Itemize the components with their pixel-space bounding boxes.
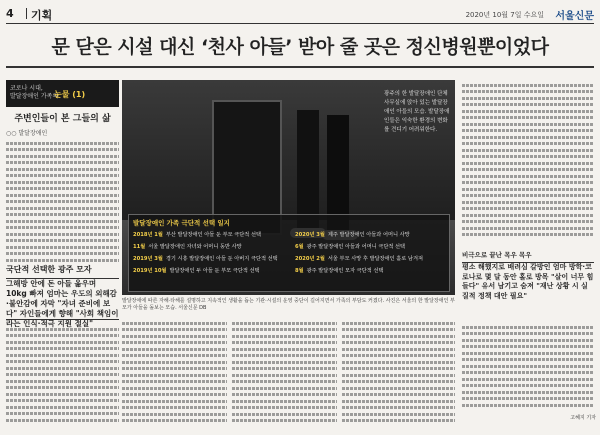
timeline-row: 2019년 3월 경기 시흥 발달장애인 아들 둔 아버지 극단적 선택 <box>133 256 278 262</box>
page-number: 4 <box>6 7 14 20</box>
sub-heading: 주변인들이 본 그들의 삶 <box>14 114 111 124</box>
photo-figure-leg <box>297 110 319 230</box>
timeline-row: 11월 서울 발달장애인 자녀와 어머니 동반 사망 <box>133 244 242 250</box>
author-line: ○○ 발달장애인 <box>6 130 48 137</box>
page-header <box>6 6 594 24</box>
series-line-2: 발달장애인 가족의 <box>10 93 59 100</box>
photo-overlay-text: 광주의 한 발달장애인 단체 사무실에 앉아 있는 발달장애인 아들의 모습. 발달장애인들은 익숙한 환경의 변화를 견디기 어려워한다. <box>384 91 450 133</box>
series-title: 눈물 (1) <box>54 90 86 99</box>
body-column-1 <box>6 138 119 262</box>
right-pull-quote: 평소 해했지로 배려심 갈방인 엄마 방학·코로나로 몇 달 동안 홀로 방목 "살이 너무 힘들다" 유서 남기고 숨져 "재난 상황 시 실질적 정책 대안 필요" <box>462 263 594 300</box>
timeline-row: 6월 광주 발달장애인 아들과 어머니 극단적 선택 <box>295 244 406 250</box>
series-tag <box>6 80 119 107</box>
body-column-4 <box>342 318 455 430</box>
timeline-row: 2020년 2월 서울 부모 사망 후 발달장애인 홀로 남겨져 <box>295 256 423 262</box>
right-pull-quote-box <box>462 262 594 318</box>
byline: 고혜지 기자 <box>570 415 596 421</box>
issue-date: 2020년 10월 7일 수요일 <box>465 11 544 19</box>
pull-quote-box <box>6 278 119 328</box>
body-column-5 <box>462 80 594 246</box>
section-label: 기획 <box>31 9 53 22</box>
newspaper-brand: 서울신문 <box>555 11 594 22</box>
body-column-2 <box>122 318 227 430</box>
timeline-box <box>128 214 450 292</box>
section-divider <box>26 8 27 19</box>
article-headline: 문 닫은 시설 대신 ‘천사 아들’ 받아 줄 곳은 정신병원뿐이었다 <box>6 30 594 68</box>
body-column-3 <box>232 318 337 430</box>
timeline-row: 2018년 1월 부산 발달장애인 아들 둔 부모 극단적 선택 <box>133 232 261 238</box>
photo-caption: 발달장애에 따른 자해·타해를 설명하고 지속적인 생활을 돕는 기관·시설의 운영 중단이 길어지면서 가족의 부담도 커졌다. 사진은 서울의 한 발달장애인 부모가 아들을 돌보는 모습. 서울신문 DB <box>122 298 455 311</box>
timeline-row: 8월 광주 발달장애인 모자 극단적 선택 <box>295 268 384 274</box>
mid-heading: 국단적 선택한 광주 모자 <box>6 265 92 274</box>
timeline-row: 2020년 3월 제주 발달장애인 아들과 어머니 사망 <box>295 232 410 238</box>
body-column-1b <box>6 324 119 428</box>
timeline-row: 2019년 10월 발달장애인 두 아들 둔 부모 극단적 선택 <box>133 268 260 274</box>
timeline-title: 발달장애인 가족 극단적 선택 일지 <box>133 219 230 227</box>
right-subheading: 비극으로 끝난 목우 목우 <box>462 251 532 259</box>
body-column-6 <box>462 322 594 412</box>
pull-quote: 그해방 안에 돈 아들 옮우며 10kg 빠져 엄마는 우도의 외해감·불안감에 자막 "자녀 준비에 보다" 자인들에게 향해 "사회 책임이라는 인식·적극 지원 절실" <box>6 279 119 328</box>
series-line-1: 코로나 시대, <box>10 85 43 92</box>
